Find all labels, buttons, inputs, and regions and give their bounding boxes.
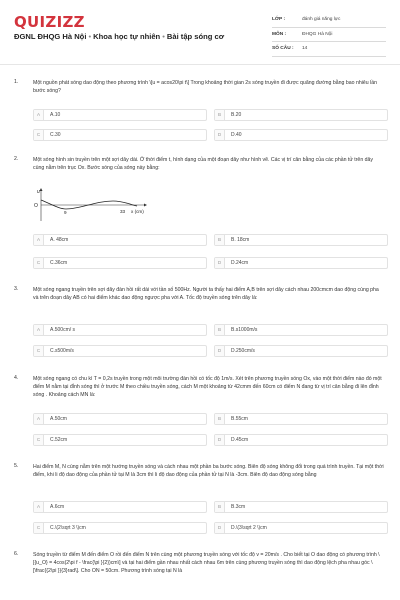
option-letter: D <box>215 435 225 445</box>
question-number: 3. <box>14 286 19 292</box>
option-c[interactable] <box>33 522 207 534</box>
option-a[interactable] <box>33 234 207 246</box>
option-letter: A <box>34 502 44 512</box>
option-d[interactable] <box>214 129 388 141</box>
breadcrumb-item: ĐGNL ĐHQG Hà Nội <box>14 32 87 41</box>
wave-curve <box>41 200 137 209</box>
option-d[interactable] <box>214 522 388 534</box>
question-number: 4. <box>14 375 19 381</box>
u-axis-label: u <box>37 189 40 195</box>
question-number: 1. <box>14 79 19 85</box>
tick-label-9: 9 <box>64 210 67 215</box>
option-text: C.s500m/s <box>50 348 74 354</box>
origin-label: O <box>34 203 38 209</box>
option-text: B.s1000m/s <box>231 327 258 333</box>
option-text: A. 48cm <box>50 237 69 243</box>
option-a[interactable] <box>33 324 207 336</box>
option-letter: A <box>34 110 44 120</box>
option-letter: A <box>34 235 44 245</box>
question-number: 5. <box>14 463 19 469</box>
option-c[interactable] <box>33 129 207 141</box>
option-letter: A <box>34 414 44 424</box>
quizizz-logo: QUIZIZZ <box>14 13 85 31</box>
question-text: Hai điểm M, N cùng nằm trên một hướng truyền sóng và cách nhau một phần ba bước sóng. Biên độ sóng không đổi trong quá trình truyền. Tại một thời điểm, khi li độ dao động của phần tử tại M là 3cm thì li độ dao động của phần tử tại N là -3cm. Biên độ dao động sóng bằng <box>33 464 384 479</box>
worksheet-meta <box>272 13 386 57</box>
option-letter: C <box>34 258 44 268</box>
header-divider <box>0 64 400 65</box>
option-text: A.6cm <box>50 504 65 510</box>
option-text: D.\(3\sqrt 2 \)cm <box>231 525 267 531</box>
option-c[interactable] <box>33 257 207 269</box>
option-text: D.250cm/s <box>231 348 255 354</box>
meta-row-class <box>272 13 386 28</box>
meta-label: LỚP : <box>272 17 286 23</box>
meta-row-count <box>272 42 386 57</box>
option-text: A.500cm/ s <box>50 327 76 333</box>
breadcrumb-item: Bài tập sóng cơ <box>166 32 225 41</box>
option-letter: B <box>215 110 225 120</box>
option-letter: C <box>34 435 44 445</box>
option-letter: D <box>215 346 225 356</box>
option-text: D.40 <box>231 132 242 138</box>
question-text: Sóng truyền từ điểm M đến điểm O rồi đến điểm N trên cùng một phương truyền sóng với tốc độ v = 20m/s . Cho biết tại O dao động có phương trình \[{u_O} = 4cos(2\pi f - \frac{\pi }{2})cm\] và tại hai điểm gần nhau nhất cách nhau 6m trên cùng phương truyền sóng thì dao động lệch pha nhau góc \[\frac{{2\pi }}{3}rad\]. Cho ON = 50cm. Phương trình sóng tại N là <box>33 552 380 575</box>
option-letter: B <box>215 414 225 424</box>
question-text: Một sóng hình sin truyền trên một sợi dây dài. Ở thời điểm t, hình dạng của một đoạn dây như hình vẽ. Các vị trí cân bằng của các phần tử trên dây cùng nằm trên trục Ox. Bước sóng của sóng này bằng: <box>33 157 374 172</box>
question-text: Một nguồn phát sóng dao động theo phương trình \[u = acos20\pi t\] Trong khoảng thời gian 2s sóng truyền đi được quãng đường bằng bao nhiêu lần bước sóng? <box>33 80 378 95</box>
option-d[interactable] <box>214 434 388 446</box>
option-c[interactable] <box>33 345 207 357</box>
option-text: A.50cm <box>50 416 67 422</box>
meta-value: ĐHQG Hà Nội <box>302 31 333 37</box>
option-letter: B <box>215 235 225 245</box>
meta-label: SỐ CÂU : <box>272 46 294 52</box>
option-d[interactable] <box>214 257 388 269</box>
meta-value: đánh giá năng lực <box>302 17 341 23</box>
breadcrumb <box>14 32 224 41</box>
option-b[interactable] <box>214 324 388 336</box>
option-text: C.\(2\sqrt 3 \)cm <box>50 525 86 531</box>
option-a[interactable] <box>33 501 207 513</box>
option-letter: B <box>215 502 225 512</box>
option-d[interactable] <box>214 345 388 357</box>
option-letter: D <box>215 523 225 533</box>
x-axis-arrow <box>144 204 147 207</box>
option-b[interactable] <box>214 413 388 425</box>
option-text: B.3cm <box>231 504 246 510</box>
question-text: Một sóng ngang truyền trên sợi dây đàn hồi rất dài với tần số 500Hz. Người ta thấy hai điểm A,B trên sợi dây cách nhau 200cmcm dao động cùng pha và trên đoạn dây AB có hai điểm khác dao động ngược pha với A. Tốc độ truyền sóng trên dây là: <box>33 287 379 302</box>
question-number: 2. <box>14 156 19 162</box>
wave-figure <box>33 187 163 223</box>
option-text: C.30 <box>50 132 61 138</box>
option-letter: B <box>215 325 225 335</box>
option-text: B. 18cm <box>231 237 250 243</box>
option-text: D.24cm <box>231 260 249 266</box>
option-text: A.10 <box>50 112 61 118</box>
option-letter: A <box>34 325 44 335</box>
option-text: B.55cm <box>231 416 248 422</box>
option-text: C.52cm <box>50 437 68 443</box>
option-b[interactable] <box>214 501 388 513</box>
breadcrumb-separator: • <box>162 32 165 41</box>
meta-label: MÔN : <box>272 31 287 37</box>
option-b[interactable] <box>214 109 388 121</box>
option-text: B.20 <box>231 112 242 118</box>
option-letter: D <box>215 130 225 140</box>
breadcrumb-separator: • <box>88 32 92 41</box>
option-text: C.36cm <box>50 260 68 266</box>
option-b[interactable] <box>214 234 388 246</box>
meta-value: 14 <box>302 46 308 52</box>
option-a[interactable] <box>33 109 207 121</box>
question-text: Một sóng ngang có chu kì T = 0,2s truyền trong một môi trường đàn hồi có tốc độ 1m/s. Xét trên phương truyền sóng Ox, vào một thời điểm nào đó một điểm M nằm tại đỉnh sóng thì ở trước M theo chiều truyền sóng, cách M một khoảng từ 42cmm đến 60cm có điểm N đang từ vị trí cân bằng đi lên đỉnh sóng . Khoảng cách MN là: <box>33 376 382 399</box>
tick-label-33: 33 <box>120 209 126 214</box>
option-text: D.45cm <box>231 437 249 443</box>
question-number: 6. <box>14 551 19 557</box>
option-c[interactable] <box>33 434 207 446</box>
x-axis-label: x (cm) <box>131 209 144 214</box>
meta-row-subject <box>272 28 386 43</box>
breadcrumb-item: Khoa học tự nhiên <box>93 32 161 41</box>
option-letter: C <box>34 523 44 533</box>
u-axis-arrow <box>40 188 43 191</box>
option-a[interactable] <box>33 413 207 425</box>
option-letter: C <box>34 130 44 140</box>
option-letter: D <box>215 258 225 268</box>
option-letter: C <box>34 346 44 356</box>
